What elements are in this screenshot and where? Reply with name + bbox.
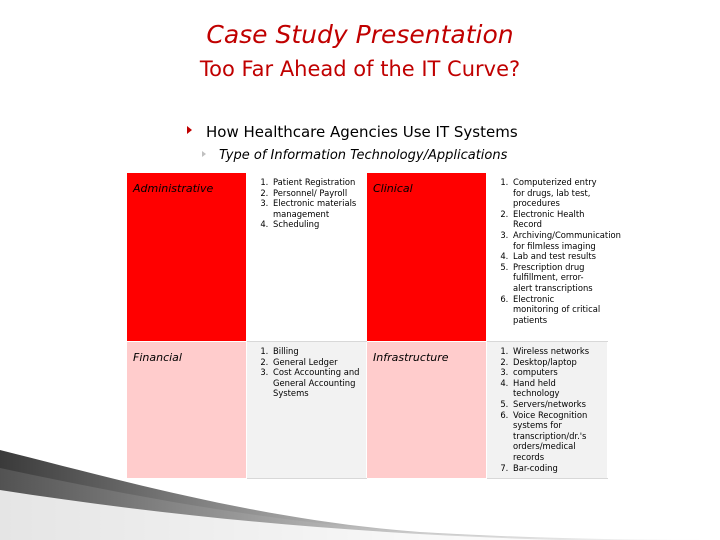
items-cell-administrative (247, 173, 367, 342)
category-label: Financial (133, 351, 182, 364)
list-item: 4. Hand held technology (511, 378, 601, 399)
bullet-level1-text: How Healthcare Agencies Use IT Systems (206, 123, 518, 141)
list-item: 1. Billing (271, 346, 360, 357)
item-list (493, 177, 621, 325)
list-item: 3. Electronic materials management (271, 198, 360, 219)
items-cell-clinical (487, 173, 621, 342)
list-item: 2. Electronic Health Record (511, 209, 601, 230)
list-item: 7. Bar-coding (511, 463, 601, 474)
list-item: 1. Computerized entry for drugs, lab test, procedures (511, 177, 601, 209)
item-list (253, 346, 360, 399)
category-cell-administrative (127, 173, 247, 342)
list-item: 6. Electronic monitoring of critical patients (511, 294, 601, 326)
list-item: 1. Patient Registration (271, 177, 360, 188)
it-applications-table (126, 172, 621, 479)
category-label: Administrative (133, 182, 214, 195)
category-label: Infrastructure (373, 351, 449, 364)
list-item: 2. Personnel/ Payroll (271, 188, 360, 199)
list-item: 2. Desktop/laptop (511, 357, 601, 368)
decorative-wave (0, 450, 720, 540)
table-row (127, 173, 608, 342)
list-item: 3. computers (511, 367, 601, 378)
bullet-arrow-icon (187, 126, 192, 134)
list-item: 4. Lab and test results (511, 251, 601, 262)
slide-subtitle: Too Far Ahead of the IT Curve? (199, 57, 521, 81)
bullet-level2-text: Type of Information Technology/Applications (219, 148, 508, 163)
item-list (253, 177, 360, 230)
list-item: 4. Scheduling (271, 219, 360, 230)
slide-title: Case Study Presentation (206, 20, 514, 49)
list-item: 3. Archiving/Communication for filmless imaging (511, 230, 601, 251)
list-item: 5. Prescription drug fulfillment, error-alert transcriptions (511, 262, 601, 294)
list-item: 3. Cost Accounting and General Accounting Systems (271, 367, 360, 399)
list-item: 1. Wireless networks (511, 346, 601, 357)
sub-bullet-arrow-icon (202, 151, 206, 157)
list-item: 6. Voice Recognition systems for transcription/dr.'s orders/medical records (511, 410, 601, 463)
category-cell-clinical (367, 173, 487, 342)
list-item: 2. General Ledger (271, 357, 360, 368)
list-item: 5. Servers/networks (511, 399, 601, 410)
category-label: Clinical (373, 182, 413, 195)
